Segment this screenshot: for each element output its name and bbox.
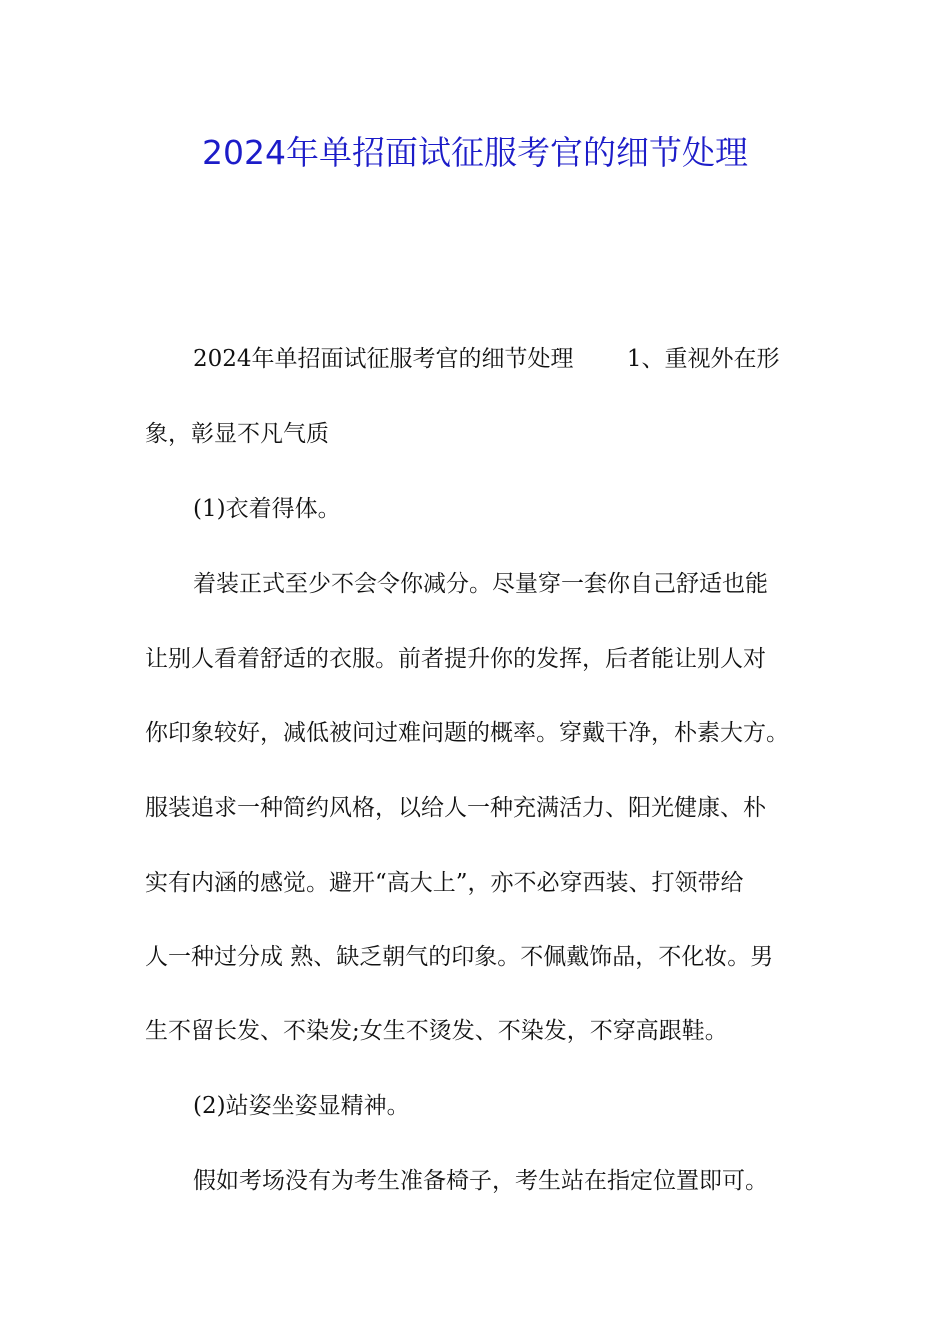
paragraph-line: (2)站姿坐姿显精神。 — [193, 1093, 410, 1119]
paragraph-line: 服装追求一种简约风格，以给人一种充满活力、阳光健康、朴 — [145, 795, 766, 821]
paragraph-line: 象，彰显不凡气质 — [145, 421, 329, 447]
paragraph-line: 你印象较好，减低被问过难问题的概率。穿戴干净，朴素大方。 — [145, 720, 789, 746]
paragraph-line: 生不留长发、不染发;女生不烫发、不染发，不穿高跟鞋。 — [145, 1018, 728, 1044]
paragraph-line: (1)衣着得体。 — [193, 496, 341, 522]
paragraph-line: 实有内涵的感觉。避开“高大上”，亦不必穿西装、打领带给 — [145, 870, 744, 896]
paragraph-line: 2024年单招面试征服考官的细节处理 1、重视外在形 — [193, 346, 780, 372]
paragraph-line: 人一种过分成 熟、缺乏朝气的印象。不佩戴饰品，不化妆。男 — [145, 944, 774, 970]
paragraph-line: 让别人看着舒适的衣服。前者提升你的发挥，后者能让别人对 — [145, 646, 766, 672]
paragraph-line: 假如考场没有为考生准备椅子，考生站在指定位置即可。 — [193, 1168, 768, 1194]
paragraph-line: 着装正式至少不会令你减分。尽量穿一套你自己舒适也能 — [193, 571, 768, 597]
document-title: 2024年单招面试征服考官的细节处理 — [202, 133, 748, 172]
